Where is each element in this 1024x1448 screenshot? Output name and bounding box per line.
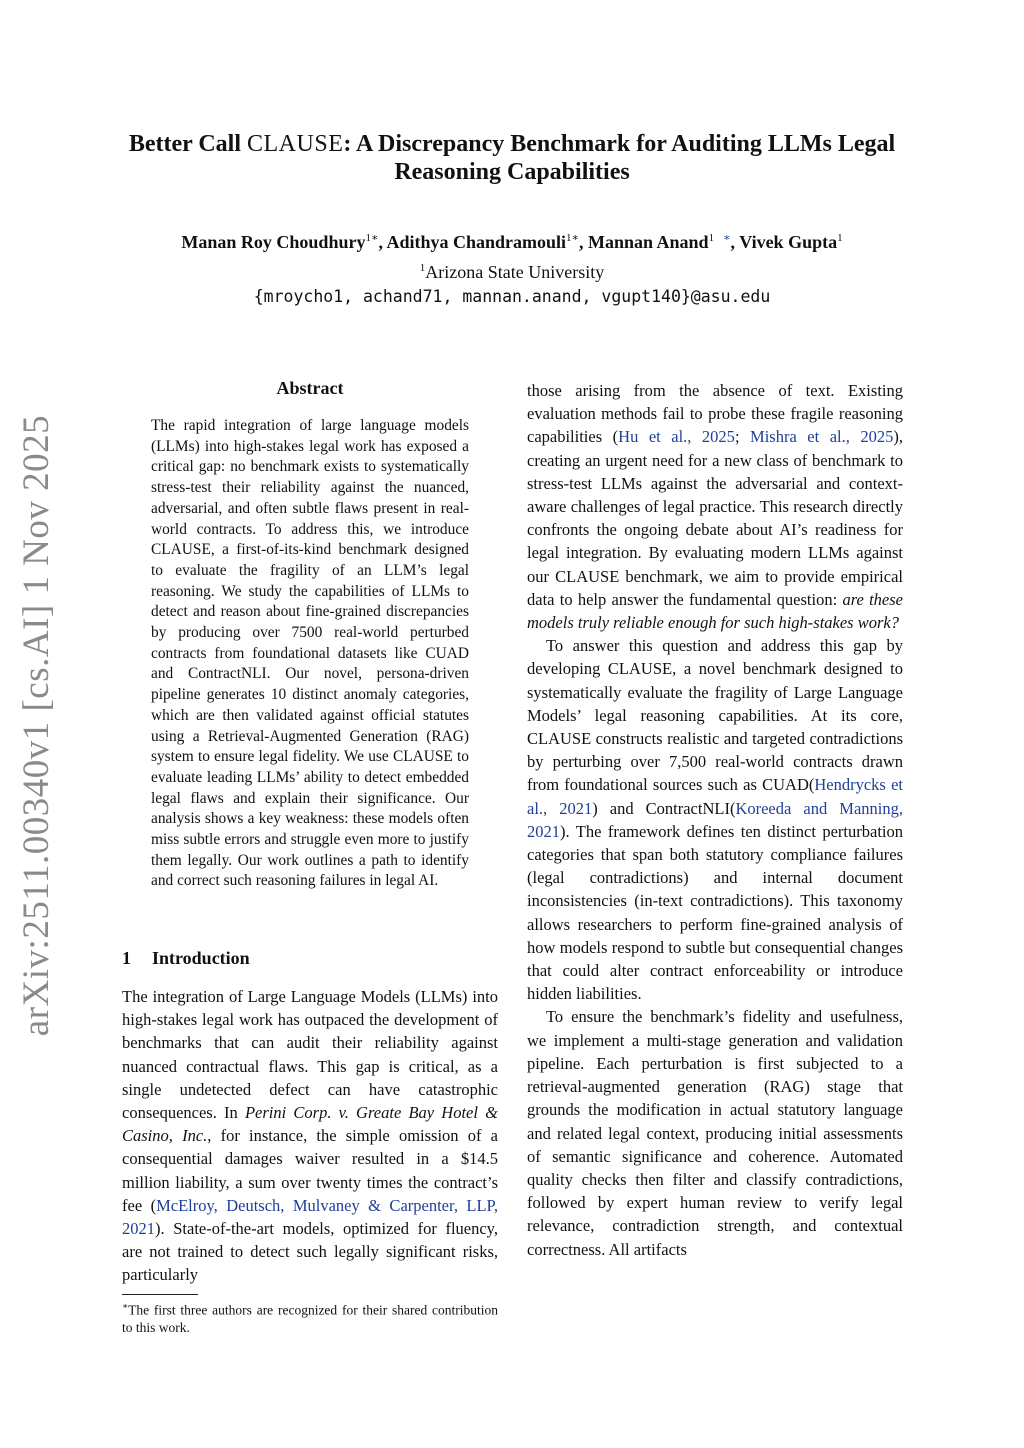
paragraph-text: ), creating an urgent need for a new class of benchmark to stress-test LLMs against the adversarial and context-aware challenges of legal practice. This research directly confronts the ongoing debate about AI’s readiness for legal integration. By evaluating modern LLMs against our CLAUSE benchmark, we aim to provide empirical data to help answer the fundamental question: <box>527 427 904 609</box>
case-name: Perini Corp. v. Greate Bay Hotel & Casino, Inc. <box>122 1103 498 1146</box>
paragraph-text: ) and ContractNLI( <box>592 798 736 818</box>
paragraph-text: The integration of Large Language Models (LLMs) into high-stakes legal work has outpaced the development of benchmarks that can audit their reliability against nuanced contractual flaws. This gap is critical, as a single undetected defect can have catastrophic consequences. In <box>122 987 498 1123</box>
paragraph-text: ). The framework defines ten distinct perturbation categories that span both statutory compliance failures (legal contradictions) and internal document inconsistencies (in-text contradictions). This taxonomy allows researchers to perform fine-grained analysis of how models respond to subtle but consequential changes that could alter contract enforceability or introduce hidden liabilities. <box>527 821 903 1004</box>
abstract-heading: Abstract <box>276 378 344 398</box>
footnote-divider <box>122 1294 198 1295</box>
paragraph-text: , for instance, the simple omission of a consequential damages waiver resulted in a $14.5 million liability, a sum over twenty times the contract’s fee ( <box>122 1126 498 1215</box>
affiliation <box>110 256 914 284</box>
arxiv-identifier-text: arXiv:2511.00340v1 [cs.AI] 1 Nov 2025 <box>16 414 58 1036</box>
paragraph-text: To ensure the benchmark’s fidelity and usefulness, we implement a multi-stage generation and validation pipeline. Each perturbation is first subjected to a retrieval-augmented generation (RAG) stage that grounds the modification in actual statutory language and related legal context, producing initial assessments of semantic significance and coherence. Automated quality checks then filter and classify contradictions, followed by expert human review to verify legal relevance, contradiction strength, and contextual correctness. All artifacts <box>527 1007 903 1259</box>
title-part1: Better Call <box>128 131 248 157</box>
title-smallcaps: CLAUSE <box>247 131 344 157</box>
author-list: Manan Roy Choudhury$^{1∗}$, Adithya Chandramouli$^{1∗}$, Mannan Anand$^1$ ∗, Vivek Gupta$^1$ <box>181 232 843 252</box>
footnote-link[interactable]: ∗ <box>723 232 731 244</box>
abstract-body: The rapid integration of large language models (LLMs) into high-stakes legal work has exposed a critical gap: no benchmark exists to systematically stress-test their reliability against the nuanced, adversarial, and often subtle flaws present in real-world contracts. To address this, we introduce CLAUSE, a first-of-its-kind benchmark designed to evaluate the fragility of an LLM’s legal reasoning. We study the capabilities of LLMs to detect and reason about fine-grained discrepancies by producing over 7500 real-world perturbed contracts from foundational datasets like CUAD and ContractNLI. Our novel, persona-driven pipeline generates 10 distinct anomaly categories, which are then validated against official statutes using a Retrieval-Augmented Generation (RAG) system to ensure legal fidelity. We use CLAUSE to evaluate leading LLMs’ ability to detect embedded legal flaws and explain their significance. Our analysis shows a key weakness: these models often miss subtle errors and struggle even more to justify them legally. Our work outlines a path to identify and correct such reasoning failures in legal AI. <box>151 417 469 890</box>
author-name: Manan Roy Choudhury <box>181 232 366 252</box>
intro-left-column <box>122 985 498 1287</box>
author-emails: {mroycho1, achand71, mannan.anand, vgupt140}@asu.edu <box>253 287 771 306</box>
right-column <box>527 379 903 1261</box>
citation-link[interactable]: Hu et al., 2025 <box>618 427 735 447</box>
citation-link[interactable]: Mishra et al., 2025 <box>750 427 894 447</box>
title-line2: Reasoning Capabilities <box>394 159 630 185</box>
section-heading-introduction <box>122 948 498 969</box>
section-number: 1 <box>122 948 131 968</box>
author-mark: 1 <box>708 232 715 244</box>
research-question: are these models truly reliable enough for such high-stakes work? <box>527 589 903 633</box>
author-name: Mannan Anand <box>588 232 709 252</box>
author-name: Vivek Gupta <box>739 232 838 252</box>
author-mark: 1∗ <box>365 232 379 244</box>
footnote-mark: ∗ <box>122 1301 129 1311</box>
section-title: Introduction <box>152 948 250 968</box>
intro-paragraph <box>527 634 903 1005</box>
footnote-text: The first three authors are recognized for their shared contribution to this work. <box>122 1302 498 1335</box>
intro-paragraph <box>527 1005 903 1260</box>
citation-link[interactable]: Koreeda and Manning, 2021 <box>527 798 903 841</box>
author-mark: 1∗ <box>566 232 579 244</box>
author-name: Adithya Chandramouli <box>386 232 567 252</box>
author-mark: 1 <box>837 232 843 244</box>
paragraph-text: ; <box>734 427 751 447</box>
affiliation-name: Arizona State University <box>425 262 605 282</box>
paragraph-text: those arising from the absence of text. Existing evaluation methods fail to probe these fragile reasoning capabilities ( <box>527 381 903 447</box>
arxiv-identifier-stamp <box>14 414 60 1036</box>
intro-paragraph <box>122 985 498 1287</box>
paragraph-text: ). State-of-the-art models, optimized for fluency, are not trained to detect such legally significant risks, particularly <box>122 1219 498 1285</box>
intro-paragraph <box>527 379 903 634</box>
footnote <box>122 1298 498 1337</box>
paper-title <box>110 130 914 186</box>
affiliation-mark: 1 <box>419 262 426 274</box>
citation-link[interactable]: Hendrycks et al., 2021 <box>527 775 903 818</box>
title-part2: : A Discrepancy Benchmark for Auditing LLMs Legal <box>343 131 896 157</box>
paragraph-text: To answer this question and address this gap by developing CLAUSE, a novel benchmark designed to systematically evaluate the fragility of Large Language Models’ legal reasoning capabilities. At its core, CLAUSE constructs realistic and targeted contradictions by perturbing over 7,500 real-world contracts drawn from foundational sources such as CUAD( <box>527 636 903 795</box>
citation-link[interactable]: McElroy, Deutsch, Mulvaney & Carpenter, LLP, 2021 <box>122 1195 499 1239</box>
